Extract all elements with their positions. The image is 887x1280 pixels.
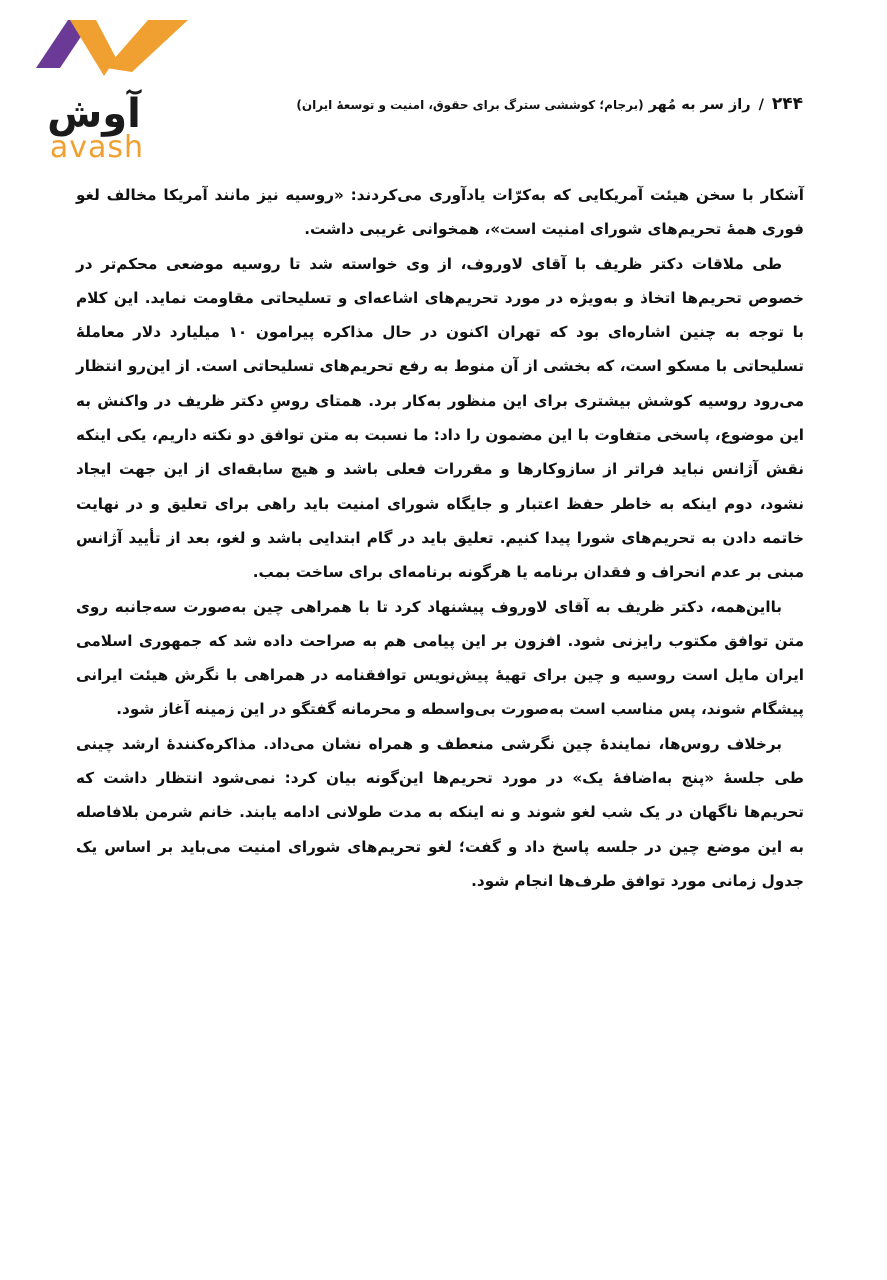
paragraph: آشکار با سخن هیئت آمریکایی که به‌کرّات یادآوری می‌کردند: «روسیه نیز مانند آمریکا مخالف لغو فوری همهٔ تحریم‌های شورای امنیت است»، همخوانی غریبی داشت.	[76, 186, 804, 239]
page-body	[76, 178, 804, 898]
book-title: راز سر به مُهر	[648, 97, 751, 113]
book-subtitle: (برجام؛ کوششی سترگ برای حقوق، امنیت و توسعهٔ ایران)	[296, 98, 644, 112]
publisher-logo	[30, 14, 200, 164]
page-number: ۲۴۴	[771, 94, 803, 114]
paragraph: برخلاف روس‌ها، نمایندهٔ چین نگرشی منعطف و همراه نشان می‌داد. مذاکره‌کنندهٔ ارشد چینی طی جلسهٔ «پنج به‌اضافهٔ یک» در مورد تحریم‌ها این‌گونه بیان کرد: نمی‌شود انتظار داشت که تحریم‌ها ناگهان در یک شب لغو شوند و نه اینکه به مدت طولانی ادامه یابند. خانم شرمن بلافاصله به این موضع چین در جلسه پاسخ داد و گفت؛ لغو تحریم‌های شورای امنیت می‌باید بر اساس یک جدول زمانی مورد توافق طرف‌ها انجام شود.	[76, 734, 804, 890]
running-header	[243, 90, 803, 119]
header-separator: /	[758, 97, 764, 113]
logo-name-en: avash	[49, 130, 145, 165]
logo-name-fa: آوش	[47, 91, 141, 137]
paragraph: بااین‌همه، دکتر ظریف به آقای لاوروف پیشنهاد کرد تا با همراهی چین به‌صورت سه‌جانبه روی متن توافق مکتوب رایزنی شود. افزون بر این پیامی هم به صراحت داده شد که جمهوری اسلامی ایران مایل است روسیه و چین برای تهیهٔ پیش‌نویس توافقنامه در همراهی با نگرش هیئت ایرانی پیشگام شوند، پس مناسب است به‌صورت بی‌واسطه و محرمانه گفتگو در این زمینه آغاز شود.	[76, 597, 804, 719]
paragraph: طی ملاقات دکتر ظریف با آقای لاوروف، از وی خواسته شد تا روسیه موضعی محکم‌تر در خصوص تحریم‌ها اتخاذ و به‌ویژه در مورد تحریم‌های اشاعه‌ای و تسلیحاتی مقاومت نماید. این کلام با توجه به چنین اشاره‌ای بود که تهران اکنون در حال مذاکره پیرامون ۱۰ میلیارد دلار معاملهٔ تسلیحاتی با مسکو است، که بخشی از آن منوط به رفع تحریم‌های تسلیحاتی است. از این‌رو انتظار می‌رود روسیه کوشش بیشتری برای این منظور به‌کار برد. همتای روسِ دکتر ظریف در واکنش به این موضوع، پاسخی متفاوت با این مضمون را داد: ما نسبت به متن توافق دو نکته داریم، یکی اینکه نقش آژانس نباید فراتر از سازوکارها و مقررات فعلی باشد و هیچ سابقه‌ای از این جهت ایجاد نشود، دوم اینکه به خاطر حفظ اعتبار و جایگاه شورای امنیت باید راهی برای تعلیق و در نهایت خاتمه دادن به تحریم‌های شورا پیدا کنیم. تعلیق باید در گام ابتدایی باشد و لغو، بعد از تأیید آژانس مبنی بر عدم انحراف و فقدان برنامه یا هرگونه برنامه‌ای برای ساخت بمب.	[76, 254, 804, 582]
logo-mark-icon	[30, 14, 200, 84]
